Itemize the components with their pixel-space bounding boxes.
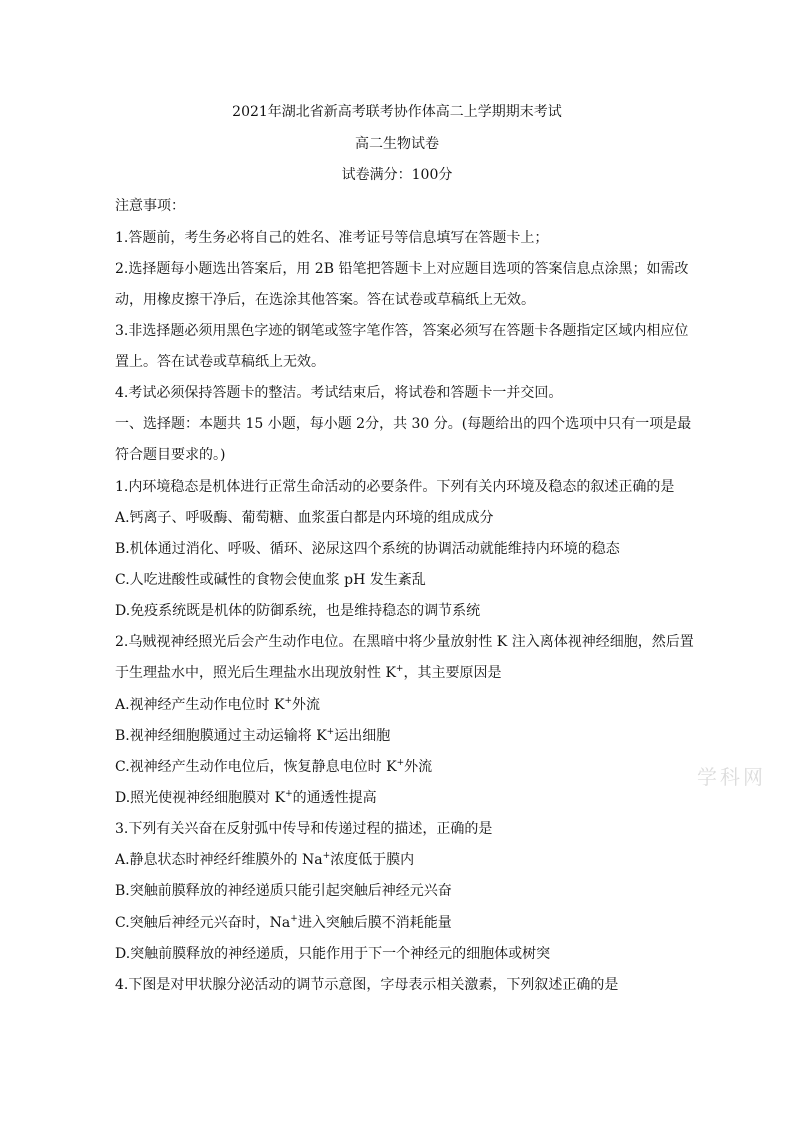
question-2-option-b [115,726,685,746]
text-run: D.照光使视神经细胞膜对 K [115,790,286,806]
text-run: 进入突触后膜不消耗能量 [297,915,452,931]
notice-heading: 注意事项： [115,198,185,214]
question-1-stem: 1.内环境稳态是机体进行正常生命活动的必要条件。下列有关内环境及稳态的叙述正确的是 [115,479,675,495]
ion-charge: + [284,696,293,706]
text-run: B.视神经细胞膜通过主动运输将 K [115,728,327,744]
ion-charge: + [396,758,405,768]
question-1-option-a: A.钙离子、呼吸酶、葡萄糖、血浆蛋白都是内环境的组成成分 [115,510,494,526]
text-run: C.突触后神经元兴奋时，Na [115,915,291,931]
exam-title: 2021年湖北省新高考联考协作体高二上学期期末考试 [232,104,562,120]
text-run: 的通透性提高 [292,790,377,806]
question-2-option-d [115,788,685,808]
text-run: 浓度低于膜内 [330,852,415,868]
exam-score: 试卷满分：100分 [341,167,453,183]
question-4-stem: 4.下图是对甲状腺分泌活动的调节示意图，字母表示相关激素，下列叙述正确的是 [115,977,619,993]
notice-item: 4.考试必须保持答题卡的整洁。考试结束后，将试卷和答题卡一并交回。 [115,385,563,401]
question-1-option-c: C.人吃进酸性或碱性的食物会使血浆 pH 发生紊乱 [115,572,426,588]
text-run: A.视神经产生动作电位时 K [115,697,285,713]
notice-item: 1.答题前，考生务必将自己的姓名、准考证号等信息填写在答题卡上； [115,230,549,246]
question-2-option-c [115,757,685,777]
text-run: 于生理盐水中，照光后生理盐水出现放射性 K [115,665,396,681]
ion-charge: + [322,851,331,861]
question-2-stem: 2.乌贼视神经照光后会产生动作电位。在黑暗中将少量放射性 K 注入离体视神经细胞，然后置 [115,634,694,650]
text-run: 外流 [292,697,321,713]
text-run: 外流 [404,759,433,775]
text-run: 运出细胞 [334,728,391,744]
ion-charge: + [290,914,298,924]
ion-charge: + [326,727,335,737]
exam-subject: 高二生物试卷 [355,136,439,152]
question-1-option-d: D.免疫系统既是机体的防御系统，也是维持稳态的调节系统 [115,603,481,619]
text-run: C.视神经产生动作电位后，恢复静息电位时 K [115,759,397,775]
question-3-stem: 3.下列有关兴奋在反射弧中传导和传递过程的描述，正确的是 [115,821,493,837]
text-run: ，其主要原因是 [403,665,502,681]
notice-item: 2.选择题每小题选出答案后，用 2B 铅笔把答题卡上对应题目选项的答案信息点涂黑；如需改 [115,261,689,277]
question-3-option-d: D.突触前膜释放的神经递质，只能作用于下一个神经元的细胞体或树突 [115,946,551,962]
question-1-option-b: B.机体通过消化、呼吸、循环、泌尿这四个系统的协调活动就能维持内环境的稳态 [115,541,620,557]
question-3-option-b: B.突触前膜释放的神经递质只能引起突触后神经元兴奋 [115,883,452,899]
watermark: 学科网 [697,765,766,789]
ion-charge: + [395,664,404,674]
ion-charge: + [285,789,293,799]
question-3-option-a [115,850,685,870]
question-2-stem-cont [115,663,685,683]
section-heading-cont: 符合题目要求的。) [115,447,226,463]
question-2-option-a [115,695,685,715]
question-3-option-c [115,913,685,933]
notice-item: 置上。答在试卷或草稿纸上无效。 [115,354,325,370]
notice-item: 动，用橡皮擦干净后，在选涂其他答案。答在试卷或草稿纸上无效。 [115,292,535,308]
text-run: A.静息状态时神经纤维膜外的 Na [115,852,323,868]
notice-item: 3.非选择题必须用黑色字迹的钢笔或签字笔作答，答案必须写在答题卡各题指定区域内相应位 [115,323,689,339]
section-heading: 一、选择题：本题共 15 小题，每小题 2分，共 30 分。(每题给出的四个选项中只有一项是最 [115,416,692,432]
